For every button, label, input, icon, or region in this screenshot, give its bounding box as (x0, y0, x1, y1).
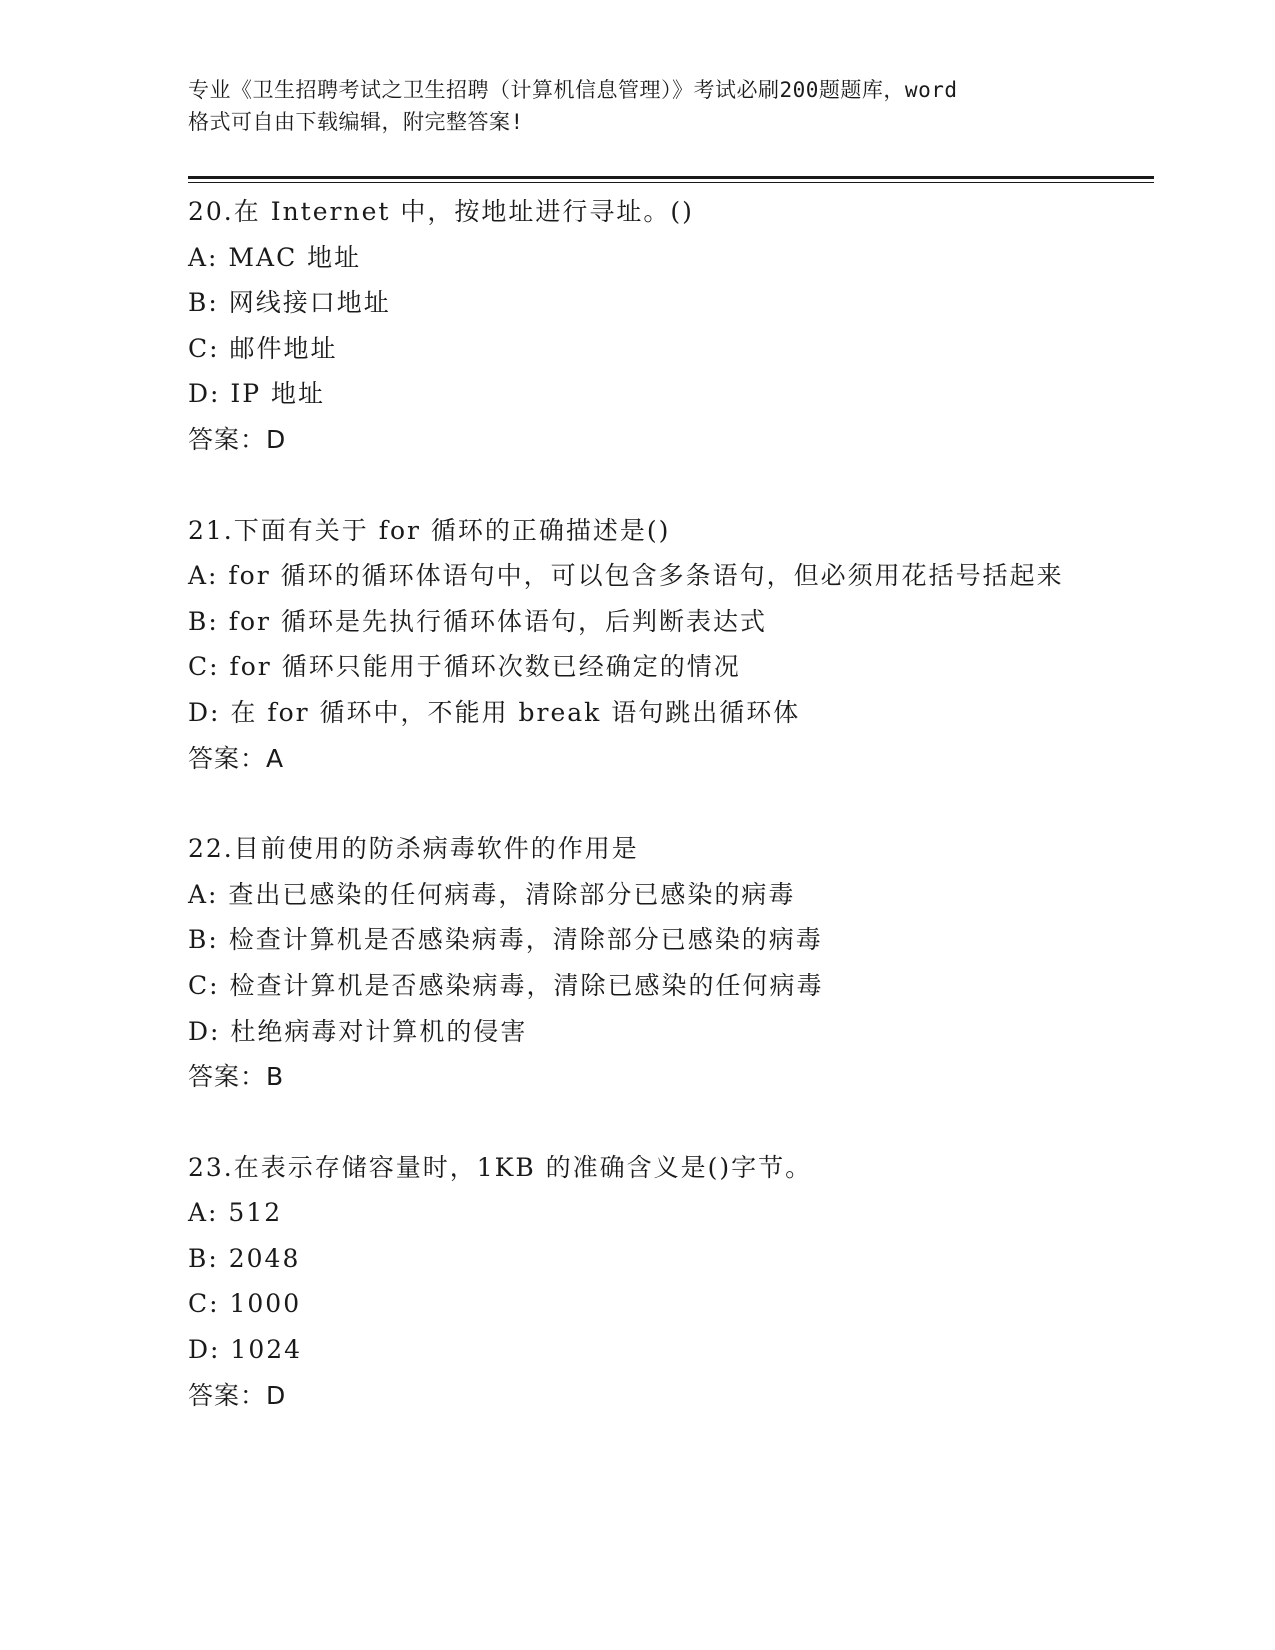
question-stem: 21.下面有关于 for 循环的正确描述是() (188, 515, 671, 545)
answer-line: 答案：D (188, 424, 287, 454)
option-d: D: IP 地址 (188, 379, 326, 409)
question-stem: 20.在 Internet 中，按地址进行寻址。() (188, 197, 694, 226)
option-a: A: 512 (188, 1198, 283, 1228)
option-c: C: for 循环只能用于循环次数已经确定的情况 (188, 652, 741, 682)
question-list (188, 189, 1088, 1418)
answer-line: 答案：A (188, 743, 285, 773)
option-a: A: 查出已感染的任何病毒，清除部分已感染的病毒 (188, 879, 796, 909)
option-c: C: 检查计算机是否感染病毒，清除已感染的任何病毒 (188, 970, 824, 1000)
question-20 (188, 189, 1088, 463)
option-b: B: for 循环是先执行循环体语句，后判断表达式 (188, 606, 767, 636)
option-c: C: 邮件地址 (188, 333, 338, 363)
option-b: B: 2048 (188, 1243, 301, 1273)
header-divider-thin (188, 182, 1154, 183)
header-line-1: 专业《卫生招聘考试之卫生招聘（计算机信息管理）》考试必刷200题题库，word (188, 78, 958, 102)
header-line-2: 格式可自由下载编辑，附完整答案! (188, 110, 524, 134)
question-stem: 22.目前使用的防杀病毒软件的作用是 (188, 834, 639, 864)
answer-line: 答案：D (188, 1380, 287, 1410)
option-a: A: MAC 地址 (188, 242, 362, 272)
answer-line: 答案：B (188, 1062, 285, 1092)
option-d: D: 在 for 循环中，不能用 break 语句跳出循环体 (188, 697, 801, 727)
option-a: A: for 循环的循环体语句中，可以包含多条语句，但必须用花括号括起来 (188, 561, 1064, 591)
header-divider-thick (188, 176, 1154, 179)
document-header (188, 74, 1088, 138)
question-22 (188, 826, 1088, 1100)
option-c: C: 1000 (188, 1289, 302, 1319)
option-d: D: 1024 (188, 1335, 303, 1365)
option-d: D: 杜绝病毒对计算机的侵害 (188, 1016, 528, 1046)
question-23 (188, 1145, 1088, 1419)
option-b: B: 网线接口地址 (188, 288, 391, 318)
question-21 (188, 508, 1088, 782)
option-b: B: 检查计算机是否感染病毒，清除部分已感染的病毒 (188, 925, 823, 955)
question-stem: 23.在表示存储容量时，1KB 的准确含义是()字节。 (188, 1152, 813, 1182)
